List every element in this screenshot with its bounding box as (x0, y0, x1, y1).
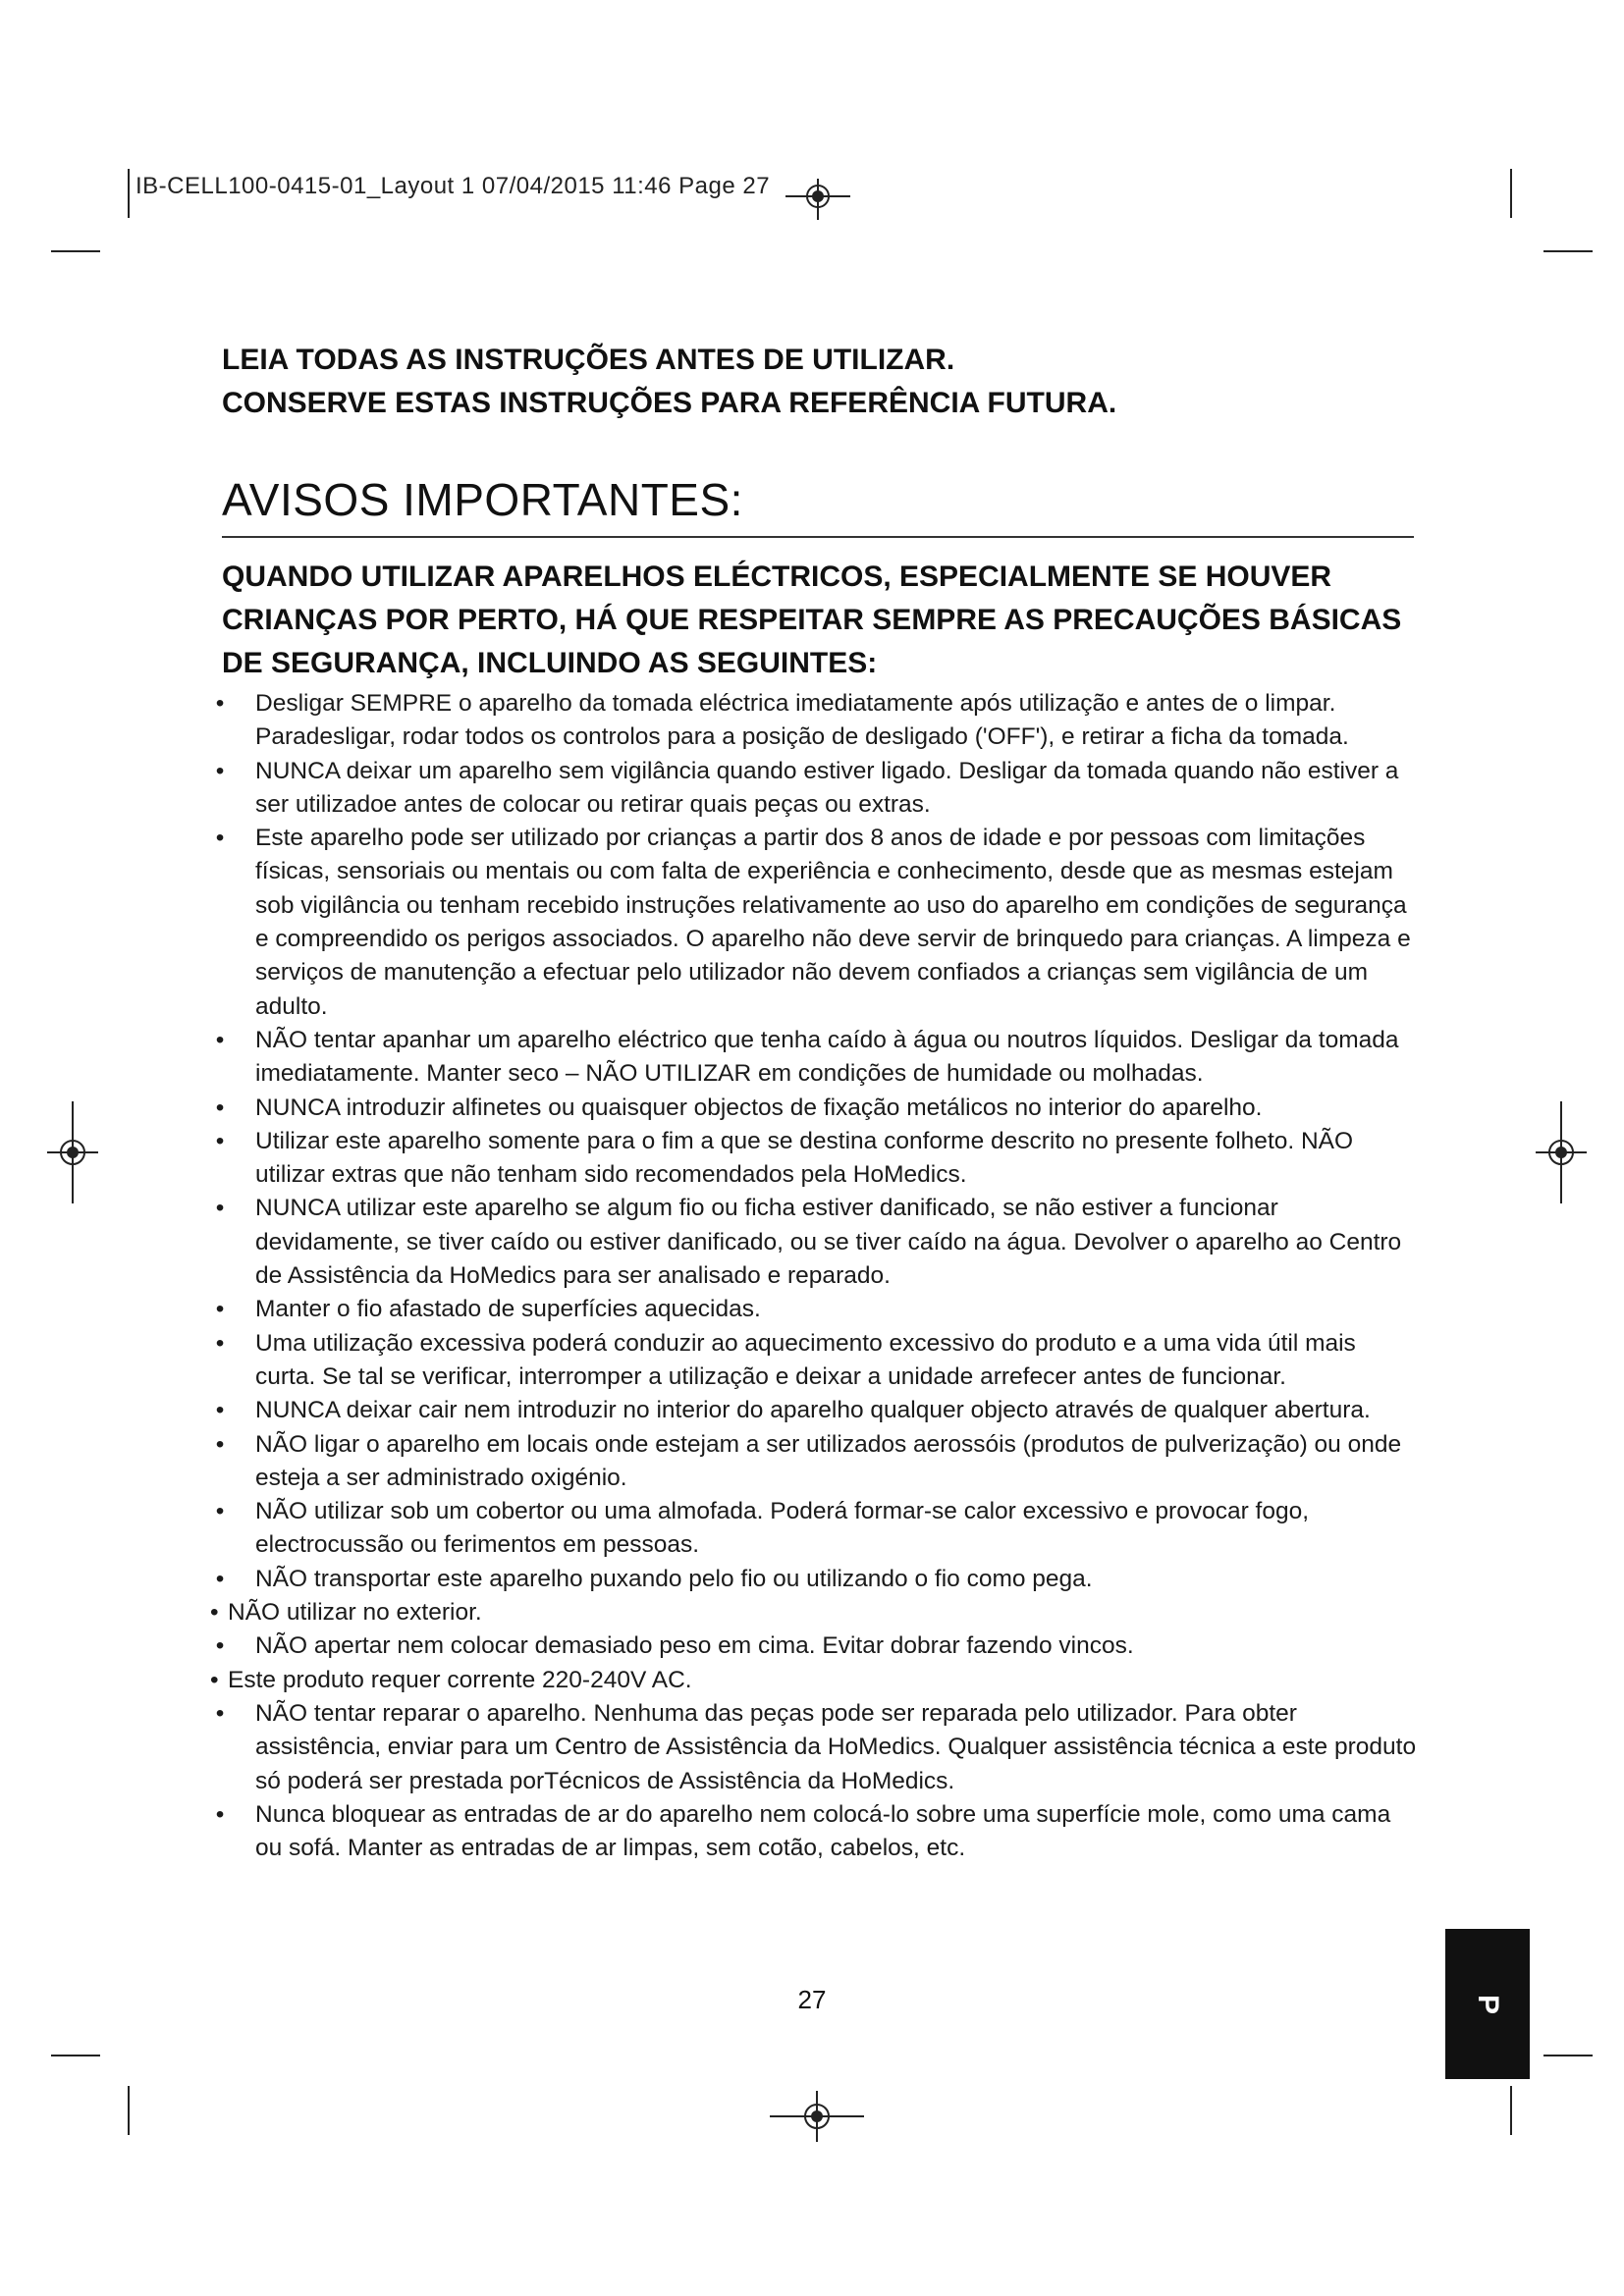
list-item (210, 1293, 1418, 1326)
registration-mark-right-icon (1534, 1099, 1589, 1205)
intro-line-read: LEIA TODAS AS INSTRUÇÕES ANTES DE UTILIZAR. (222, 344, 955, 376)
bullet-icon: • (215, 1094, 225, 1121)
bullet-icon: • (215, 1699, 225, 1727)
list-item (210, 1024, 1418, 1092)
list-item-text: NÃO utilizar sob um cobertor ou uma almofada. Poderá formar-se calor excessivo e provocar fogo, electrocussão ou ferimentos em pessoas. (255, 1498, 1310, 1559)
list-item-text: NUNCA deixar um aparelho sem vigilância quando estiver ligado. Desligar da tomada quando não estiver a ser utilizadoe antes de colocar ou retirar quais peças ou extras. (255, 757, 1399, 818)
crop-mark-bottom-right-horizontal (1543, 2055, 1593, 2056)
warning-list (210, 687, 1418, 1865)
bullet-icon: • (215, 1296, 225, 1323)
crop-mark-bottom-left-vertical (128, 2086, 130, 2135)
subheading-line-3: DE SEGURANÇA, INCLUINDO AS SEGUINTES: (222, 647, 878, 679)
bullet-icon: • (215, 757, 225, 784)
list-item-text: NÃO apertar nem colocar demasiado peso em cima. Evitar dobrar fazendo vincos. (255, 1632, 1134, 1660)
list-item (210, 1495, 1418, 1563)
bullet-icon: • (215, 1565, 225, 1592)
crop-mark-top-left-vertical (128, 169, 130, 218)
list-item (210, 1563, 1418, 1596)
list-item (210, 1428, 1418, 1496)
print-slug: IB-CELL100-0415-01_Layout 1 07/04/2015 11:46 Page 27 (135, 173, 771, 199)
bullet-icon: • (215, 1632, 225, 1660)
crop-mark-top-right-horizontal (1543, 250, 1593, 252)
list-item (210, 822, 1418, 1024)
list-item-text: NÃO transportar este aparelho puxando pelo fio ou utilizando o fio como pega. (255, 1565, 1093, 1592)
intro-block (222, 339, 1400, 425)
safety-subheading (222, 556, 1420, 685)
list-item-text: NÃO utilizar no exterior. (228, 1599, 482, 1627)
list-item-text: NUNCA deixar cair nem introduzir no interior do aparelho qualquer objecto através de qualquer abertura. (255, 1397, 1371, 1424)
bullet-icon: • (215, 1127, 225, 1154)
list-item (210, 1125, 1418, 1193)
list-item (210, 1664, 1418, 1697)
list-item-text: Desligar SEMPRE o aparelho da tomada eléctrica imediatamente após utilização e antes de o limpar. Paradesligar, rodar todos os controlos para a posição de desligado ('OFF'), e retirar a ficha da tomada. (255, 690, 1349, 751)
crop-mark-bottom-right-vertical (1510, 2086, 1512, 2135)
list-item-text: Este aparelho pode ser utilizado por crianças a partir dos 8 anos de idade e por pessoas com limitações físicas, sensoriais ou mentais ou com falta de experiência e conhecimento, desde que as mesmas estejam sob vigilância ou tenham recebido instruções relativamente ao uso do aparelho em condições de segurança e compreendido os perigos associados. O aparelho não deve servir de brinquedo para crianças. A limpeza e serviços de manutenção a efectuar pelo utilizador não devem confiados a crianças sem vigilância de um adulto. (255, 825, 1411, 1020)
list-item-text: NÃO tentar apanhar um aparelho eléctrico que tenha caído à água ou noutros líquidos. Desligar da tomada imediatamente. Manter seco – NÃO UTILIZAR em condições de humidade ou molhadas. (255, 1026, 1399, 1088)
bullet-icon: • (215, 1195, 225, 1222)
list-item-text: Uma utilização excessiva poderá conduzir ao aquecimento excessivo do produto e a uma vida útil mais curta. Se tal se verificar, interromper a utilização e deixar a unidade arrefecer antes de funcionar. (255, 1329, 1356, 1390)
list-item-text: Este produto requer corrente 220-240V AC. (228, 1666, 692, 1693)
list-item (210, 1092, 1418, 1125)
page-title: AVISOS IMPORTANTES: (222, 474, 743, 525)
crop-mark-top-right-vertical (1510, 169, 1512, 218)
list-item-text: NÃO tentar reparar o aparelho. Nenhuma das peças pode ser reparada pelo utilizador. Para obter assistência, enviar para um Centro de Assistência da HoMedics. Qualquer assistência técnica a este produto só poderá ser prestada porTécnicos de Assistência da HoMedics. (255, 1699, 1417, 1794)
title-divider (222, 536, 1414, 538)
list-item (210, 1697, 1418, 1798)
list-item-text: NÃO ligar o aparelho em locais onde estejam a ser utilizados aerossóis (produtos de pulverização) ou onde esteja a ser administrado oxigénio. (255, 1430, 1402, 1491)
bullet-icon: • (215, 1498, 225, 1525)
list-item-text: NUNCA utilizar este aparelho se algum fio ou ficha estiver danificado, se não estiver a funcionar devidamente, se tiver caído ou estiver danificado, ou se tiver caído na água. Devolver o aparelho ao Centro de Assistência da HoMedics para ser analisado e reparado. (255, 1195, 1402, 1290)
bullet-icon: • (215, 1397, 225, 1424)
bullet-icon: • (215, 690, 225, 717)
list-item-text: Manter o fio afastado de superfícies aquecidas. (255, 1296, 761, 1323)
list-item (210, 1327, 1418, 1395)
list-item (210, 755, 1418, 823)
list-item-text: NUNCA introduzir alfinetes ou quaisquer objectos de fixação metálicos no interior do aparelho. (255, 1094, 1263, 1121)
crop-mark-top-left-horizontal (51, 250, 100, 252)
subheading-line-1: QUANDO UTILIZAR APARELHOS ELÉCTRICOS, ESPECIALMENTE SE HOUVER (222, 561, 1332, 593)
registration-mark-top-icon (784, 177, 852, 222)
bullet-icon: • (215, 1026, 225, 1053)
list-item (210, 1629, 1418, 1663)
list-item (210, 1192, 1418, 1293)
bullet-icon: • (215, 1430, 225, 1458)
subheading-line-2: CRIANÇAS POR PERTO, HÁ QUE RESPEITAR SEMPRE AS PRECAUÇÕES BÁSICAS (222, 604, 1402, 636)
intro-line-keep: CONSERVE ESTAS INSTRUÇÕES PARA REFERÊNCIA FUTURA. (222, 387, 1117, 419)
language-tab-label: P (1472, 1994, 1504, 2014)
list-item (210, 687, 1418, 755)
list-item (210, 1596, 1418, 1629)
registration-mark-left-icon (45, 1099, 100, 1205)
bullet-icon: • (210, 1666, 219, 1693)
list-item-text: Nunca bloquear as entradas de ar do aparelho nem colocá-lo sobre uma superfície mole, como uma cama ou sofá. Manter as entradas de ar limpas, sem cotão, cabelos, etc. (255, 1800, 1391, 1862)
list-item (210, 1798, 1418, 1866)
list-item (210, 1394, 1418, 1427)
list-item-text: Utilizar este aparelho somente para o fim a que se destina conforme descrito no presente folheto. NÃO utilizar extras que não tenham sido recomendados pela HoMedics. (255, 1127, 1354, 1189)
bullet-icon: • (215, 1800, 225, 1828)
crop-mark-bottom-left-horizontal (51, 2055, 100, 2056)
bullet-icon: • (215, 1329, 225, 1357)
bullet-icon: • (210, 1599, 219, 1627)
language-tab (1445, 1929, 1530, 2079)
page-number: 27 (797, 1985, 827, 2014)
bullet-icon: • (215, 825, 225, 852)
registration-mark-bottom-icon (768, 2089, 866, 2144)
